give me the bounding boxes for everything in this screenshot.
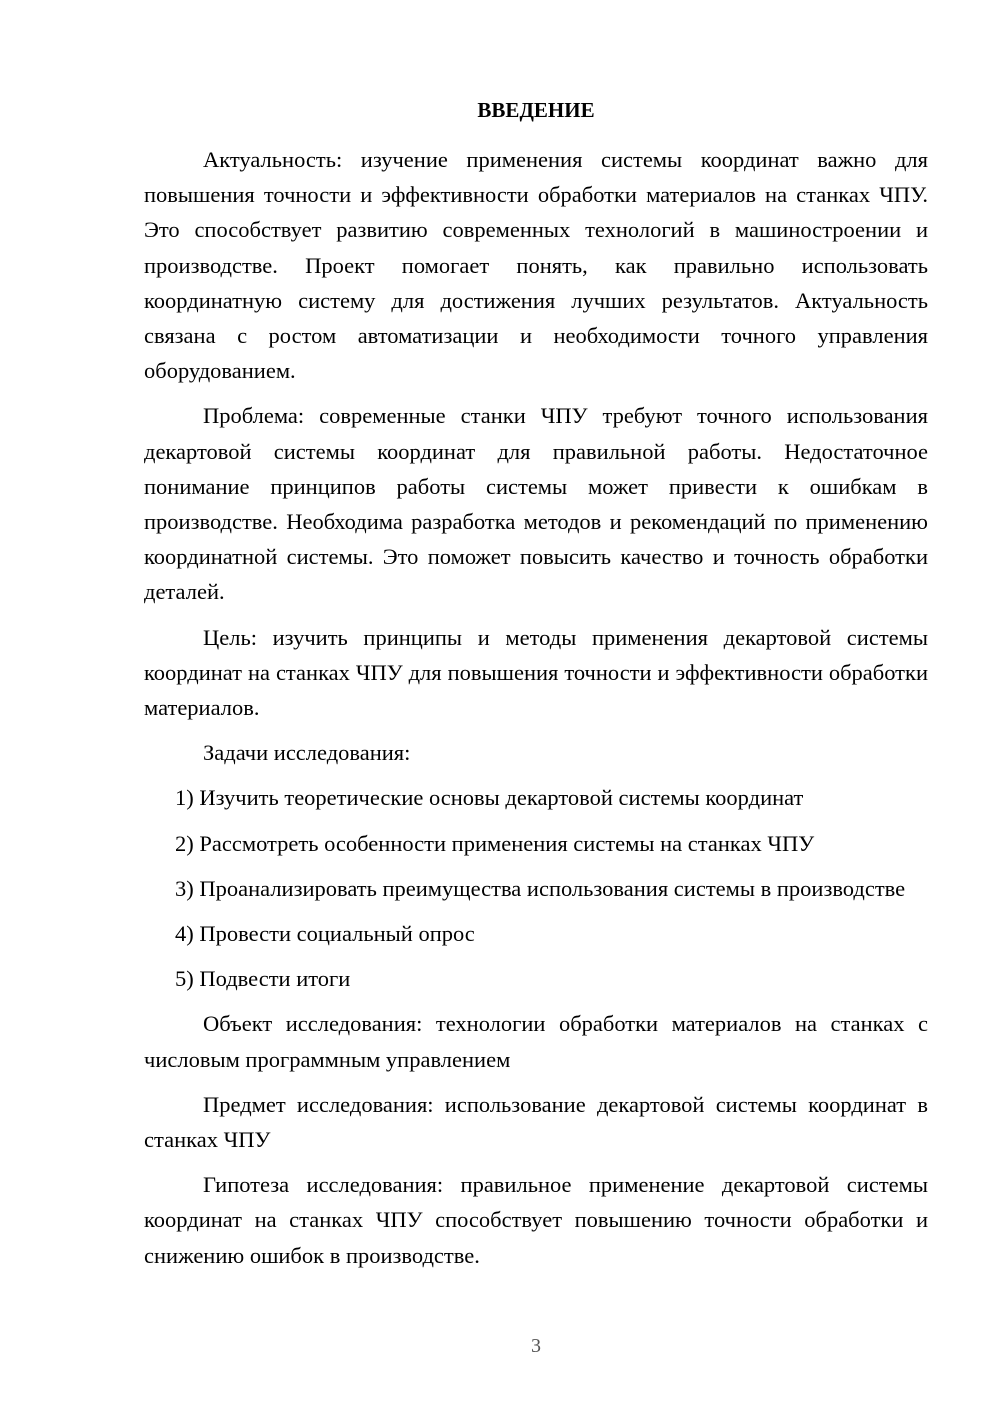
task-item: 4) Провести социальный опрос [175, 921, 475, 947]
task-item: 2) Рассмотреть особенности применения системы на станках ЧПУ [175, 830, 815, 856]
tasks-heading: Задачи исследования: [203, 740, 411, 766]
object-paragraph: Объект исследования: технологии обработки материалов на станках с числовым программным управлением [144, 1011, 928, 1072]
subject-paragraph: Предмет исследования: использование декартовой системы координат в станках ЧПУ [144, 1091, 928, 1153]
task-item: 5) Подвести итоги [175, 966, 351, 992]
problem-paragraph: Проблема: современные станки ЧПУ требуют точного использования декартовой системы координат для правильной работы. Недостаточное понимание принципов работы системы может привести к ошибкам в производстве. Необходима разработка методов и рекомендаций по применению координатной системы. Это поможет повысить качество и точность обработки деталей. [144, 403, 928, 605]
page-number: 3 [531, 1335, 541, 1357]
hypothesis-paragraph: Гипотеза исследования: правильное применение декартовой системы координат на станках ЧПУ способствует повышению точности обработки и снижению ошибок в производстве. [144, 1172, 928, 1268]
document-body [144, 142, 928, 1283]
relevance-paragraph: Актуальность: изучение применения системы координат важно для повышения точности и эффективности обработки материалов на станках ЧПУ. Это способствует развитию современных технологий в машиностроении и производстве. Проект помогает понять, как правильно использовать координатную систему для достижения лучших результатов. Актуальность связана с ростом автоматизации и необходимости точного управления оборудованием. [144, 147, 928, 384]
goal-paragraph: Цель: изучить принципы и методы применения декартовой системы координат на станках ЧПУ для повышения точности и эффективности обработки материалов. [144, 624, 928, 721]
page-title: ВВЕДЕНИЕ [477, 98, 595, 122]
task-item: 3) Проанализировать преимущества использования системы в производстве [175, 875, 906, 901]
task-item: 1) Изучить теоретические основы декартовой системы координат [175, 785, 804, 811]
